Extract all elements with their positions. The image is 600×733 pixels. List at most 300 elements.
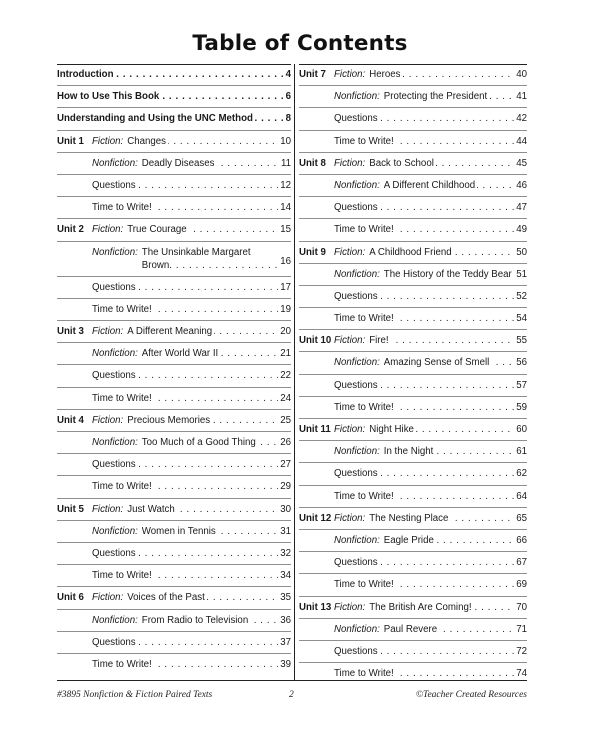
entry-title	[384, 534, 514, 547]
entry-title	[92, 369, 278, 382]
entry	[92, 569, 291, 582]
entry-title	[334, 379, 514, 392]
toc-unit-time-to-write[interactable]	[57, 476, 291, 498]
unit-label: Unit 7	[299, 69, 326, 80]
entry-title	[57, 112, 284, 125]
unit-label: Unit 13	[299, 601, 332, 613]
entry	[334, 68, 527, 81]
entry	[92, 392, 291, 405]
toc-unit-fiction[interactable]	[299, 64, 527, 86]
page-number: 74	[516, 668, 527, 680]
entry	[57, 90, 291, 103]
page-number: 37	[280, 636, 291, 648]
page-number: 32	[280, 547, 291, 559]
entry-title	[127, 135, 278, 148]
toc-unit-questions[interactable]	[57, 277, 291, 299]
entry-title	[369, 334, 514, 347]
toc-unit-questions[interactable]	[57, 454, 291, 476]
entry-text: Time to Write!	[334, 401, 394, 413]
entry-text: From Radio to Television	[141, 614, 249, 626]
toc-unit-time-to-write[interactable]	[299, 131, 527, 153]
entry	[57, 112, 291, 125]
entry-title	[142, 525, 278, 538]
toc-unit-fiction[interactable]	[57, 587, 291, 609]
unit-label: Unit 6	[57, 592, 84, 604]
entry	[334, 379, 527, 392]
entry-title	[127, 325, 278, 338]
entry-text: Night Hike	[369, 424, 414, 435]
entry-text: A Childhood Friend	[369, 246, 452, 258]
genre-label: Nonfiction:	[92, 614, 138, 626]
toc-front-entry[interactable]	[57, 64, 291, 86]
entry	[92, 614, 291, 627]
toc-unit-nonfiction[interactable]	[57, 153, 291, 175]
toc-unit-fiction[interactable]	[57, 219, 291, 241]
entry-text: How to Use This Book	[57, 91, 160, 103]
entry-text: Questions	[334, 557, 378, 569]
toc-unit-time-to-write[interactable]	[57, 654, 291, 676]
entry-title	[334, 467, 514, 480]
entry-text: Questions	[92, 370, 136, 382]
entry-text: A Different Childhood	[383, 179, 476, 191]
toc-unit-time-to-write[interactable]	[57, 565, 291, 587]
page-number: 44	[516, 135, 527, 147]
entry-title	[334, 401, 514, 414]
entry-title	[384, 445, 514, 458]
entry	[92, 281, 291, 294]
entry-text: Time to Write!	[92, 658, 152, 670]
page-number: 20	[280, 326, 291, 338]
entry-text: The British Are Coming!	[369, 601, 472, 613]
unit-label: Unit 1	[57, 135, 84, 147]
entry-title	[334, 312, 514, 325]
entry-title	[142, 246, 278, 272]
unit-label: Unit 8	[299, 157, 326, 169]
entry	[334, 578, 527, 591]
entry	[92, 547, 291, 560]
entry-text: Understanding and Using the UNC Method	[57, 113, 253, 125]
entry	[334, 312, 527, 325]
toc-unit-questions[interactable]	[299, 375, 527, 397]
page-number: 31	[280, 525, 291, 537]
entry	[92, 157, 291, 170]
footer-book-title: #3895 Nonfiction & Fiction Paired Texts	[57, 690, 213, 700]
page-number: 51	[516, 268, 527, 280]
entry-title	[334, 135, 514, 148]
entry	[334, 246, 527, 259]
unit-label: Unit 9	[299, 246, 326, 258]
toc-unit-time-to-write[interactable]	[299, 663, 527, 685]
toc-unit-fiction[interactable]	[299, 330, 527, 352]
entry-text: Eagle Pride	[383, 534, 434, 546]
page-number: 50	[516, 246, 527, 258]
toc-unit-questions[interactable]	[299, 108, 527, 130]
toc-unit-fiction[interactable]	[299, 242, 527, 264]
entry	[92, 458, 291, 471]
entry	[334, 135, 527, 148]
entry-text: After World War II	[141, 348, 219, 360]
entry	[92, 525, 291, 538]
unit-label: Unit 3	[57, 326, 84, 338]
toc-unit-fiction[interactable]	[299, 597, 527, 619]
page-number: 29	[280, 481, 291, 493]
entry-title	[92, 179, 278, 192]
entry-text: Voices of the Past	[127, 592, 205, 604]
genre-label: Fiction:	[92, 326, 124, 338]
entry	[334, 534, 527, 547]
toc-unit-time-to-write[interactable]	[57, 299, 291, 321]
genre-label: Nonfiction:	[334, 91, 380, 103]
toc-front-entry[interactable]	[57, 108, 291, 130]
page-number: 4	[285, 69, 291, 80]
entry	[334, 445, 527, 458]
page-number: 17	[280, 281, 291, 293]
toc-front-entry[interactable]	[57, 86, 291, 108]
page-number: 10	[280, 135, 291, 147]
page-number: 52	[516, 290, 527, 302]
entry	[334, 512, 527, 525]
page-number: 8	[285, 113, 291, 125]
page-number: 55	[516, 335, 527, 347]
genre-label: Nonfiction:	[92, 348, 138, 360]
page-number: 60	[516, 424, 527, 435]
toc-unit-nonfiction[interactable]	[57, 432, 291, 454]
toc-unit-questions[interactable]	[299, 463, 527, 485]
entry-title	[384, 623, 514, 636]
entry	[334, 201, 527, 214]
page-number: 67	[516, 557, 527, 569]
unit-label: Unit 2	[57, 224, 84, 236]
entry	[92, 347, 291, 360]
genre-label: Fiction:	[92, 592, 124, 604]
unit-label: Unit 11	[299, 424, 331, 435]
toc-unit-nonfiction[interactable]	[299, 352, 527, 374]
page-number: 30	[280, 503, 291, 515]
entry	[92, 223, 291, 236]
genre-label: Nonfiction:	[334, 268, 380, 280]
entry-title	[384, 179, 514, 192]
footer-page-number: 2	[289, 690, 294, 700]
entry	[334, 601, 527, 614]
entry-text: In the Night	[383, 446, 434, 458]
toc-unit-fiction[interactable]	[57, 131, 291, 153]
genre-label: Nonfiction:	[334, 446, 380, 458]
entry-text: Time to Write!	[334, 313, 394, 325]
entry-text: Questions	[334, 645, 378, 657]
column-divider	[294, 64, 295, 680]
toc-unit-fiction[interactable]	[299, 508, 527, 530]
genre-label: Fiction:	[92, 503, 124, 515]
toc-unit-time-to-write[interactable]	[57, 388, 291, 410]
entry-title	[369, 68, 514, 81]
entry-text: Time to Write!	[334, 224, 394, 236]
page-number: 46	[516, 179, 527, 191]
page-number: 56	[516, 357, 527, 369]
genre-label: Nonfiction:	[334, 534, 380, 546]
entry-title	[92, 201, 278, 214]
entry-text: Time to Write!	[334, 668, 394, 680]
page-number: 59	[516, 401, 527, 413]
page-number: 70	[516, 601, 527, 613]
entry-text: Too Much of a Good Thing	[141, 437, 256, 448]
page-number: 22	[280, 370, 291, 382]
entry-text: Questions	[92, 636, 136, 648]
entry-text: True Courage	[127, 224, 187, 236]
entry	[334, 112, 527, 125]
entry-title	[142, 347, 278, 360]
page-number: 57	[516, 379, 527, 391]
toc-unit-questions[interactable]	[57, 632, 291, 654]
toc-left-column	[57, 64, 291, 676]
entry-title	[92, 480, 278, 493]
toc-unit-questions[interactable]	[57, 543, 291, 565]
page-number: 15	[280, 224, 291, 236]
toc-unit-time-to-write[interactable]	[299, 397, 527, 419]
entry	[334, 179, 527, 192]
genre-label: Nonfiction:	[92, 157, 138, 169]
toc-unit-fiction[interactable]	[57, 321, 291, 343]
page-number: 14	[280, 202, 291, 214]
entry-text: Questions	[334, 202, 378, 214]
genre-label: Nonfiction:	[92, 246, 138, 258]
entry-title	[384, 268, 514, 281]
entry-text: Questions	[334, 468, 378, 480]
entry	[334, 223, 527, 236]
page-number: 49	[516, 224, 527, 236]
entry	[92, 436, 291, 449]
entry	[57, 68, 291, 81]
entry-title	[334, 201, 514, 214]
entry-text: Questions	[92, 459, 136, 471]
entry-text: Introduction	[57, 69, 114, 80]
entry-text: Precious Memories	[127, 414, 211, 426]
genre-label: Fiction:	[92, 414, 124, 426]
genre-label: Fiction:	[334, 69, 366, 80]
entry-text: Amazing Sense of Smell	[383, 357, 490, 369]
entry	[92, 369, 291, 382]
toc-unit-time-to-write[interactable]	[299, 219, 527, 241]
toc-unit-questions[interactable]	[57, 365, 291, 387]
unit-label: Unit 12	[299, 512, 332, 524]
toc-unit-questions[interactable]	[299, 552, 527, 574]
toc-unit-fiction[interactable]	[57, 499, 291, 521]
entry-text: Just Watch	[127, 503, 175, 515]
page-number: 64	[516, 490, 527, 502]
genre-label: Nonfiction:	[334, 623, 380, 635]
page-number: 11	[280, 157, 291, 169]
toc-unit-nonfiction[interactable]	[299, 175, 527, 197]
entry-text: Time to Write!	[334, 135, 394, 147]
page-number: 45	[516, 157, 527, 169]
entry-title	[92, 458, 278, 471]
genre-label: Fiction:	[334, 157, 366, 169]
entry-text: Back to School	[369, 157, 434, 169]
entry-title	[334, 556, 514, 569]
entry	[92, 636, 291, 649]
toc-unit-time-to-write[interactable]	[57, 197, 291, 219]
entry-text: Time to Write!	[92, 303, 152, 315]
toc-unit-fiction[interactable]	[299, 419, 527, 441]
entry-title	[384, 90, 514, 103]
toc-unit-nonfiction[interactable]	[299, 441, 527, 463]
entry	[92, 591, 291, 604]
page-number: 25	[280, 414, 291, 426]
page-number: 61	[516, 446, 527, 458]
entry-title	[369, 157, 514, 170]
entry	[92, 303, 291, 316]
page-number: 26	[280, 437, 291, 448]
entry	[334, 490, 527, 503]
entry-text: Protecting the President	[383, 91, 488, 103]
page-number: 6	[285, 91, 291, 103]
entry-title	[92, 636, 278, 649]
entry	[334, 401, 527, 414]
page-number: 54	[516, 313, 527, 325]
toc-unit-time-to-write[interactable]	[299, 308, 527, 330]
entry-title	[334, 645, 514, 658]
toc-unit-nonfiction[interactable]	[299, 530, 527, 552]
toc-unit-fiction[interactable]	[299, 153, 527, 175]
footer-publisher: ©Teacher Created Resources	[415, 690, 527, 700]
genre-label: Nonfiction:	[334, 357, 380, 369]
genre-label: Fiction:	[92, 224, 124, 236]
entry	[334, 467, 527, 480]
entry-text-line2-wrap	[142, 259, 278, 272]
toc-unit-time-to-write[interactable]	[299, 486, 527, 508]
entry-title	[334, 490, 514, 503]
page-number: 40	[516, 69, 527, 80]
entry-text: Time to Write!	[92, 570, 152, 582]
entry-text: Heroes	[369, 69, 401, 80]
entry	[92, 179, 291, 192]
entry-text: Questions	[92, 281, 136, 293]
toc-unit-nonfiction[interactable]	[299, 86, 527, 108]
page-number: 62	[516, 468, 527, 480]
entry	[334, 268, 527, 281]
entry-text: A Different Meaning	[127, 326, 213, 338]
entry-title	[369, 423, 514, 436]
entry	[334, 90, 527, 103]
genre-label: Fiction:	[334, 424, 366, 435]
entry-title	[334, 290, 514, 303]
entry	[334, 667, 527, 680]
toc-unit-nonfiction[interactable]	[299, 619, 527, 641]
toc-unit-fiction[interactable]	[57, 410, 291, 432]
entry-title	[127, 414, 278, 427]
page-number: 41	[516, 91, 527, 103]
page-number: 69	[516, 579, 527, 591]
toc-unit-questions[interactable]	[57, 175, 291, 197]
entry-title	[142, 157, 279, 170]
genre-label: Fiction:	[334, 335, 366, 347]
leader-dots	[169, 259, 278, 272]
entry-text: Changes	[127, 135, 167, 147]
toc-unit-questions[interactable]	[299, 641, 527, 663]
toc-unit-time-to-write[interactable]	[299, 574, 527, 596]
page-number: 19	[280, 303, 291, 315]
page-number: 16	[280, 255, 291, 267]
entry-title	[57, 90, 284, 103]
genre-label: Fiction:	[92, 135, 124, 147]
entry-title	[92, 658, 278, 671]
entry-text: Questions	[92, 179, 136, 191]
entry	[92, 414, 291, 427]
entry-text: The Nesting Place	[369, 512, 449, 524]
entry-title	[334, 667, 514, 680]
entry	[334, 334, 527, 347]
toc-unit-nonfiction[interactable]	[299, 264, 527, 286]
toc-unit-nonfiction[interactable]	[57, 242, 291, 277]
entry-title	[92, 547, 278, 560]
unit-label: Unit 10	[299, 335, 332, 347]
entry	[334, 423, 527, 436]
toc-unit-nonfiction[interactable]	[57, 343, 291, 365]
entry-title	[127, 503, 278, 516]
toc-unit-nonfiction[interactable]	[57, 521, 291, 543]
entry-text: The History of the Teddy Bear	[383, 268, 512, 280]
page-number: 35	[280, 592, 291, 604]
entry	[334, 556, 527, 569]
toc-unit-questions[interactable]	[299, 197, 527, 219]
entry	[92, 325, 291, 338]
page-number: 42	[516, 113, 527, 125]
page-number: 21	[280, 348, 291, 360]
entry-title	[142, 614, 278, 627]
entry-text-line2: Brown	[141, 259, 170, 271]
entry	[92, 201, 291, 214]
genre-label: Nonfiction:	[92, 437, 138, 448]
page-number: 47	[516, 202, 527, 214]
entry	[92, 658, 291, 671]
entry-text: Women in Tennis	[141, 525, 216, 537]
page-number: 27	[280, 459, 291, 471]
page-title: Table of Contents	[192, 31, 408, 56]
toc-unit-nonfiction[interactable]	[57, 610, 291, 632]
genre-label: Fiction:	[334, 512, 366, 524]
genre-label: Nonfiction:	[334, 179, 380, 191]
genre-label: Fiction:	[334, 246, 366, 258]
entry-title	[369, 512, 514, 525]
entry-title	[369, 246, 514, 259]
entry	[92, 135, 291, 148]
entry-text: Time to Write!	[92, 392, 152, 404]
page-number: 39	[280, 658, 291, 670]
entry-title	[92, 281, 278, 294]
page-number: 36	[280, 614, 291, 626]
page-number: 34	[280, 570, 291, 582]
toc-right-column	[299, 64, 527, 685]
unit-label: Unit 5	[57, 503, 84, 515]
page-number: 66	[516, 534, 527, 546]
entry-text: Questions	[92, 547, 136, 559]
entry-text: Deadly Diseases	[141, 157, 215, 169]
entry-title	[142, 436, 278, 449]
entry-text-line1: The Unsinkable Margaret	[142, 246, 278, 259]
entry	[334, 645, 527, 658]
entry-title	[334, 112, 514, 125]
entry-title	[57, 68, 284, 81]
entry	[334, 623, 527, 636]
entry-title	[334, 223, 514, 236]
entry	[334, 356, 527, 369]
page-number: 24	[280, 392, 291, 404]
entry-title	[92, 392, 278, 405]
entry-text: Time to Write!	[92, 481, 152, 493]
entry-text: Paul Revere	[383, 623, 438, 635]
toc-unit-questions[interactable]	[299, 286, 527, 308]
entry-title	[334, 578, 514, 591]
entry	[92, 503, 291, 516]
